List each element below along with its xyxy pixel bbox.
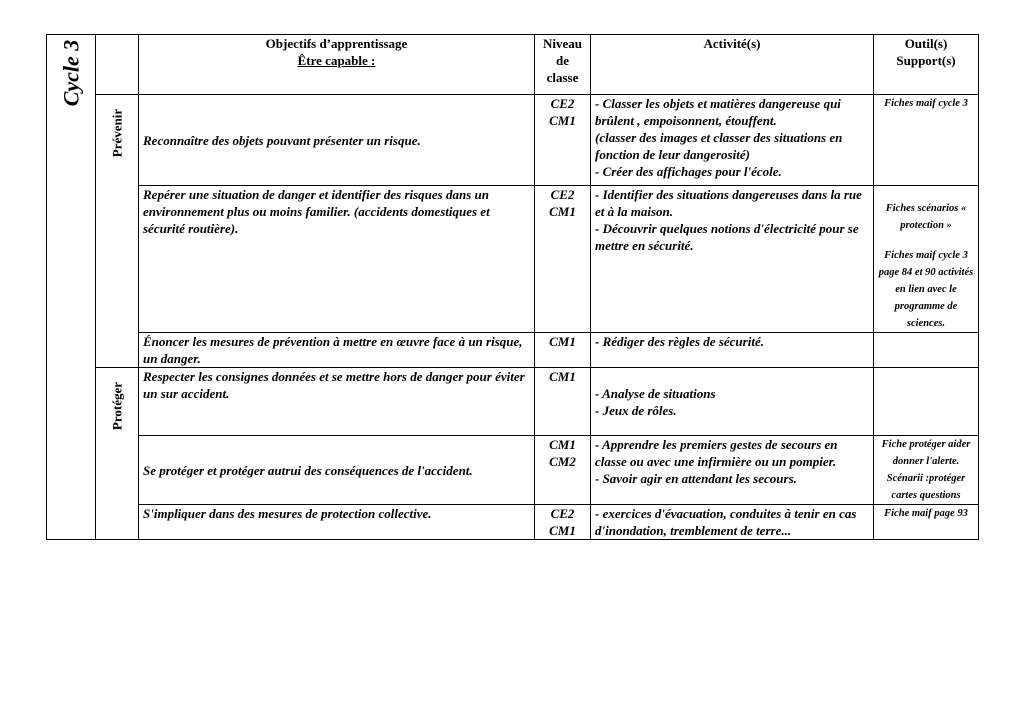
objectifs-subtitle: Être capable : [297, 53, 376, 68]
outils-header-line: Support(s) [896, 53, 956, 68]
activite-item: - Analyse de situations [595, 386, 716, 401]
niveau-value: CE2 [550, 187, 575, 202]
niveau-header [535, 35, 591, 95]
outils-header-line: Outil(s) [904, 36, 948, 51]
section-label-proteger: Protéger [109, 381, 125, 431]
activites-cell [591, 95, 874, 186]
outils-header [874, 35, 979, 95]
table-row [47, 333, 979, 368]
table-row [47, 186, 979, 333]
activite-item: - Jeux de rôles. [595, 403, 677, 418]
niveau-header-line: classe [546, 70, 579, 85]
activites-cell [591, 505, 874, 540]
niveau-value: CE2 [550, 506, 575, 521]
section-header-empty [96, 35, 139, 95]
objectifs-header [139, 35, 535, 95]
objectifs-title: Objectifs d’apprentissage [265, 36, 408, 51]
outils-cell [874, 368, 979, 436]
outil-item: Fiches maif cycle 3 page 84 et 90 activités en lien avec le programme de sciences. [878, 250, 974, 329]
niveau-value: CM1 [549, 113, 576, 128]
objectif-cell: Repérer une situation de danger et identifier des risques dans un environnement plus ou moins familier. (accidents domestiques et sécurité routière). [139, 186, 535, 333]
niveau-value: CM2 [549, 454, 576, 469]
niveau-value: CM1 [549, 334, 576, 349]
table-row [47, 368, 979, 436]
activite-item: - Découvrir quelques notions d'électricité pour se mettre en sécurité. [595, 221, 859, 253]
niveau-cell [535, 505, 591, 540]
niveau-cell [535, 436, 591, 505]
activites-cell [591, 333, 874, 368]
objectif-cell: Reconnaître des objets pouvant présenter un risque. [139, 95, 535, 186]
activites-cell [591, 186, 874, 333]
activites-cell [591, 436, 874, 505]
section-cell-prevenir [96, 95, 139, 368]
outils-cell [874, 186, 979, 333]
activite-item: - exercices d'évacuation, conduites à tenir en cas d'inondation, tremblement de terre... [595, 506, 857, 538]
table-header-row [47, 35, 979, 95]
outils-cell [874, 95, 979, 186]
niveau-value: CM1 [549, 523, 576, 538]
objectif-cell: Se protéger et protéger autrui des conséquences de l'accident. [139, 436, 535, 505]
section-cell-proteger [96, 368, 139, 540]
activites-header: Activité(s) [591, 35, 874, 95]
table-row [47, 436, 979, 505]
outil-item: Fiches scénarios « protection » [885, 203, 967, 231]
activites-cell [591, 368, 874, 436]
outil-item: Scénarii :protéger cartes questions [886, 473, 966, 501]
outil-item: Fiche maif page 93 [884, 508, 968, 519]
activite-item: - Rédiger des règles de sécurité. [595, 334, 764, 349]
activite-item: - Classer les objets et matières dangereuse qui brûlent , empoisonnent, étouffent. [595, 96, 841, 128]
niveau-cell [535, 368, 591, 436]
activite-item: (classer des images et classer des situations en fonction de leur dangerosité) [595, 130, 843, 162]
activite-item: - Identifier des situations dangereuses dans la rue et à la maison. [595, 187, 862, 219]
niveau-cell [535, 186, 591, 333]
outils-cell [874, 436, 979, 505]
niveau-value: CM1 [549, 437, 576, 452]
niveau-cell [535, 333, 591, 368]
niveau-value: CE2 [550, 96, 575, 111]
cycle-cell [47, 35, 96, 540]
objectif-cell: S'impliquer dans des mesures de protection collective. [139, 505, 535, 540]
table-row [47, 505, 979, 540]
outils-cell [874, 333, 979, 368]
objectif-cell: Respecter les consignes données et se mettre hors de danger pour éviter un sur accident. [139, 368, 535, 436]
objectif-cell: Énoncer les mesures de prévention à mettre en œuvre face à un risque, un danger. [139, 333, 535, 368]
outils-cell [874, 505, 979, 540]
niveau-cell [535, 95, 591, 186]
activite-item: - Savoir agir en attendant les secours. [595, 471, 797, 486]
cycle-label: Cycle 3 [58, 39, 84, 107]
outil-item: Fiches maif cycle 3 [884, 98, 968, 109]
activite-item: - Créer des affichages pour l'école. [595, 164, 782, 179]
niveau-value: CM1 [549, 204, 576, 219]
niveau-value: CM1 [549, 369, 576, 384]
table-row [47, 95, 979, 186]
niveau-header-line: de [556, 53, 569, 68]
activite-item: - Apprendre les premiers gestes de secours en classe ou avec une infirmière ou un pompier. [595, 437, 838, 469]
outil-item: Fiche protéger aider donner l'alerte. [881, 439, 971, 467]
niveau-header-line: Niveau [543, 36, 582, 51]
learning-objectives-table [46, 34, 979, 540]
section-label-prevenir: Prévenir [109, 108, 125, 158]
